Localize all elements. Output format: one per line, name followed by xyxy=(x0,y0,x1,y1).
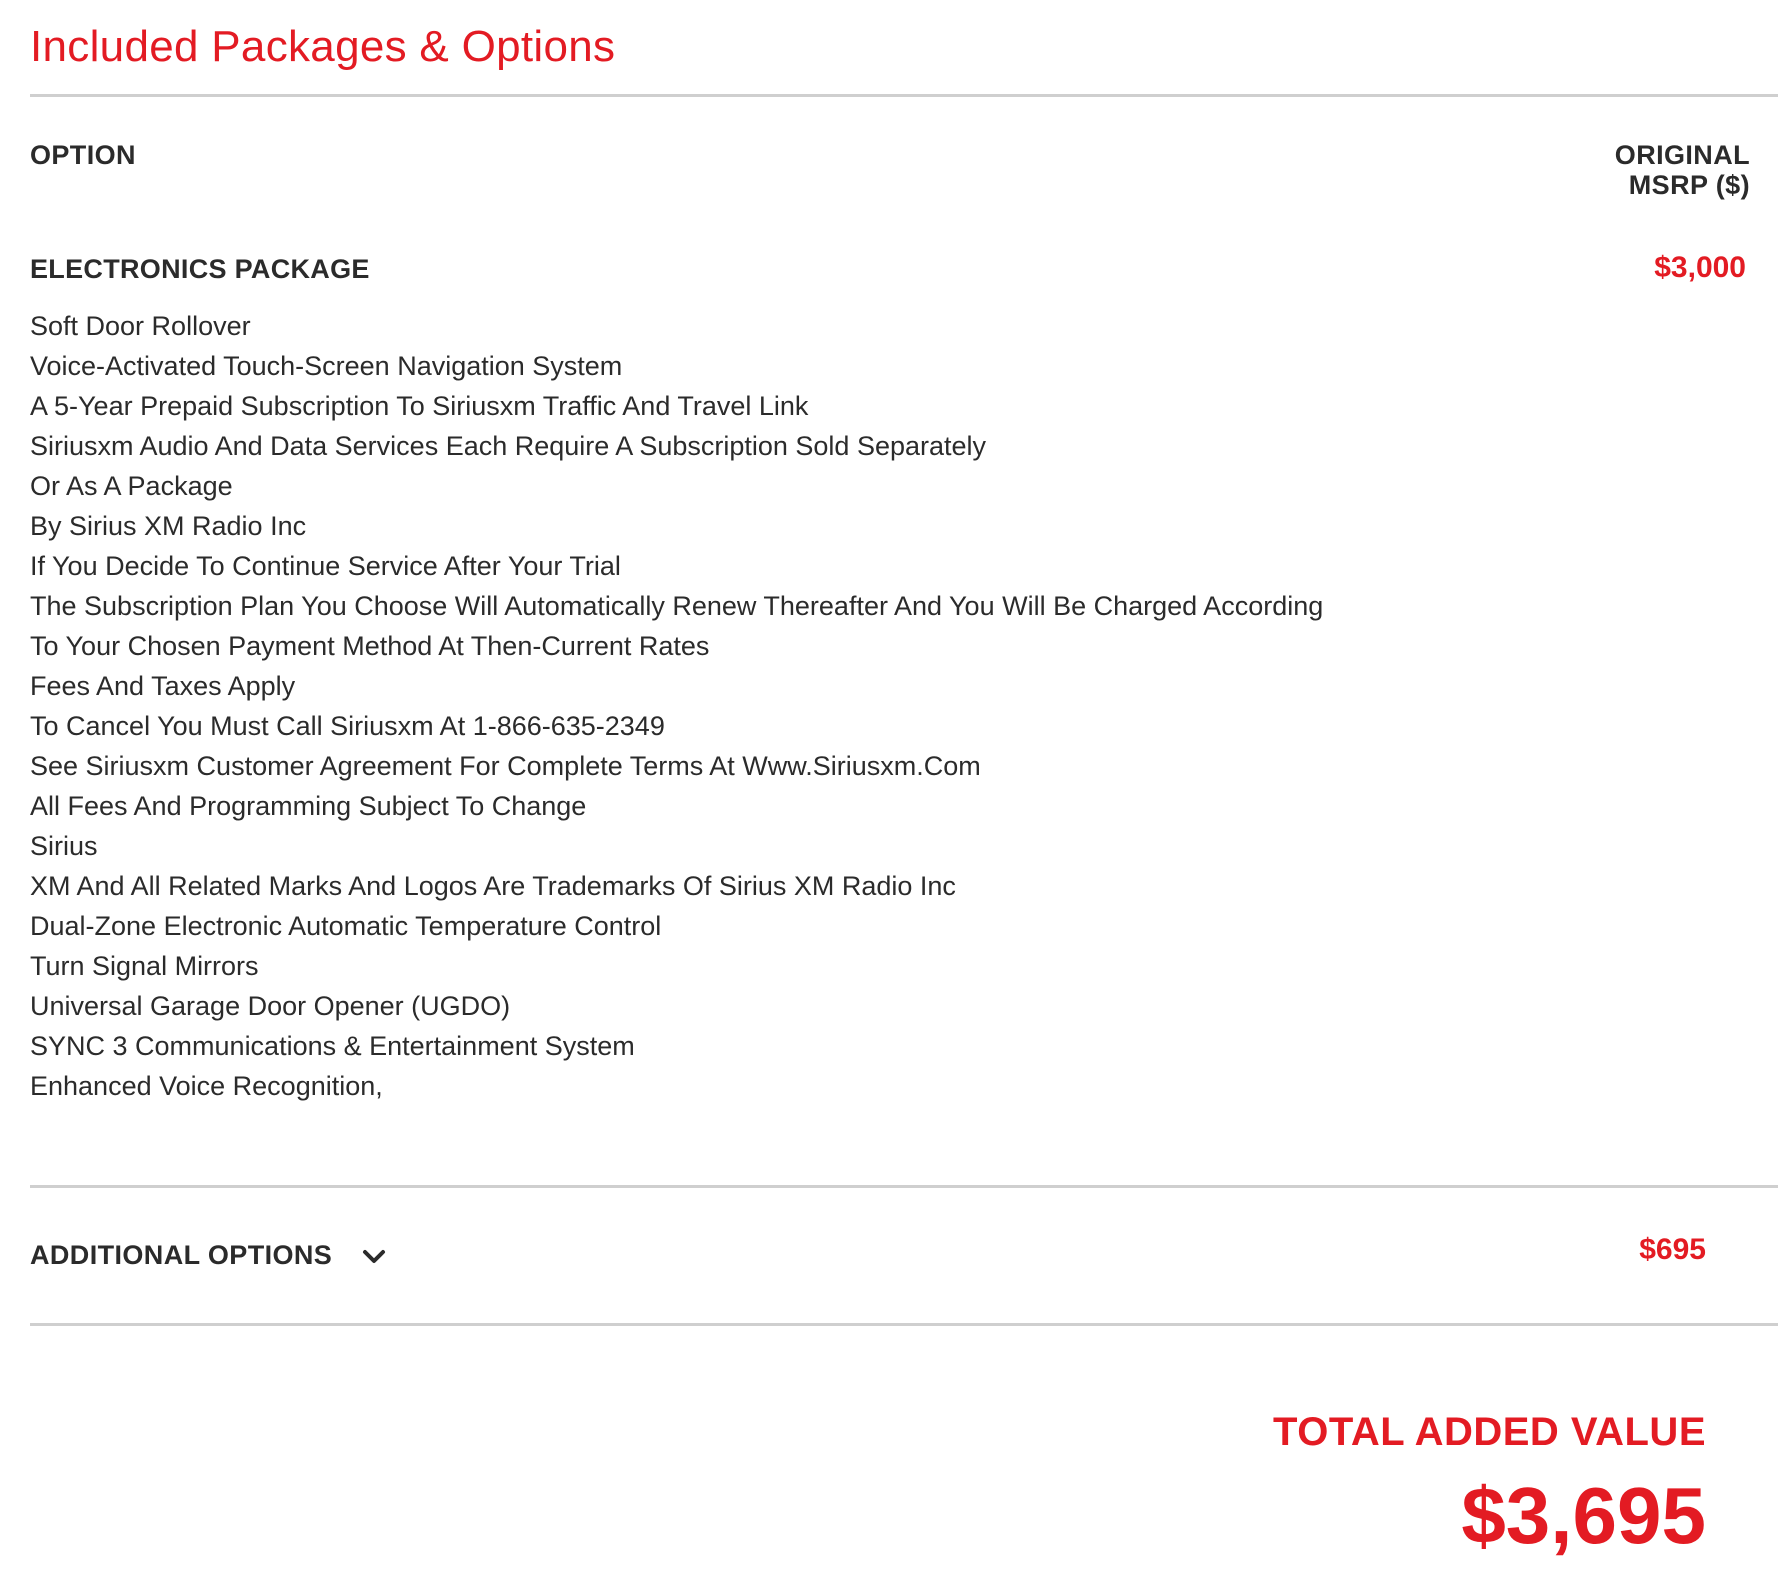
package-name: ELECTRONICS PACKAGE xyxy=(30,254,370,284)
page-title: Included Packages & Options xyxy=(30,22,616,71)
title-divider xyxy=(30,94,1778,97)
feature-item: To Cancel You Must Call Siriusxm At 1-866-635-2349 xyxy=(30,711,665,741)
total-added-value: $3,695 xyxy=(1461,1471,1706,1560)
additional-options-toggle[interactable] xyxy=(30,1240,386,1271)
feature-item: Fees And Taxes Apply xyxy=(30,671,296,701)
additional-divider xyxy=(30,1323,1778,1326)
msrp-header-line1: ORIGINAL xyxy=(1614,140,1750,170)
feature-item: See Siriusxm Customer Agreement For Complete Terms At Www.Siriusxm.Com xyxy=(30,751,981,781)
feature-item: By Sirius XM Radio Inc xyxy=(30,511,307,541)
feature-item: If You Decide To Continue Service After Your Trial xyxy=(30,551,621,581)
msrp-header-line2: MSRP ($) xyxy=(1628,170,1750,200)
feature-item: Or As A Package xyxy=(30,471,233,501)
total-added-value-label: TOTAL ADDED VALUE xyxy=(1273,1410,1706,1454)
feature-item: A 5-Year Prepaid Subscription To Siriusxm Traffic And Travel Link xyxy=(30,391,809,421)
package-price: $3,000 xyxy=(1654,251,1746,284)
feature-item: Dual-Zone Electronic Automatic Temperature Control xyxy=(30,911,662,941)
additional-options-label: ADDITIONAL OPTIONS xyxy=(30,1240,333,1270)
feature-item: Siriusxm Audio And Data Services Each Require A Subscription Sold Separately xyxy=(30,431,987,461)
package-feature-list xyxy=(30,306,1323,1106)
additional-options-price: $695 xyxy=(1639,1233,1706,1266)
feature-item: Sirius xyxy=(30,831,98,861)
feature-item: Enhanced Voice Recognition, xyxy=(30,1071,383,1101)
feature-item: XM And All Related Marks And Logos Are Trademarks Of Sirius XM Radio Inc xyxy=(30,871,956,901)
feature-item: Universal Garage Door Opener (UGDO) xyxy=(30,991,511,1021)
package-divider xyxy=(30,1185,1778,1188)
feature-item: All Fees And Programming Subject To Change xyxy=(30,791,587,821)
feature-item: To Your Chosen Payment Method At Then-Current Rates xyxy=(30,631,710,661)
feature-item: The Subscription Plan You Choose Will Automatically Renew Thereafter And You Will Be Charged According xyxy=(30,591,1324,621)
msrp-column-header xyxy=(1530,140,1750,200)
feature-item: Turn Signal Mirrors xyxy=(30,951,259,981)
feature-item: SYNC 3 Communications & Entertainment System xyxy=(30,1031,635,1061)
feature-item: Voice-Activated Touch-Screen Navigation System xyxy=(30,351,623,381)
chevron-down-icon[interactable] xyxy=(362,1244,386,1268)
option-column-header: OPTION xyxy=(30,140,136,170)
feature-item: Soft Door Rollover xyxy=(30,311,251,341)
